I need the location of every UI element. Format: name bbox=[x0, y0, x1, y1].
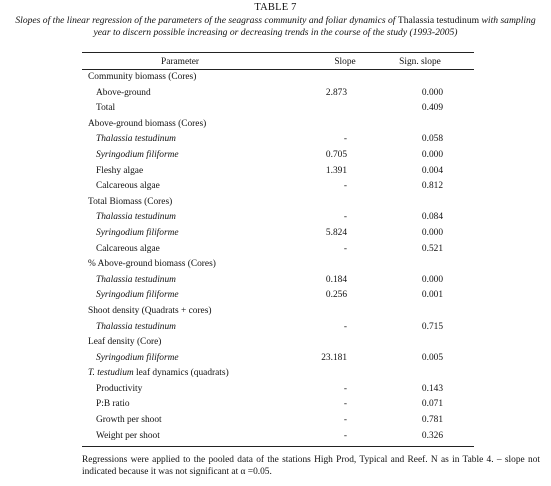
parameter-label: Total bbox=[96, 103, 116, 114]
sign-slope-cell: 0.409 bbox=[421, 103, 443, 114]
sign-slope-cell: 0.084 bbox=[421, 212, 443, 223]
table-group-row bbox=[0, 257, 551, 273]
sign-slope-cell: 0.058 bbox=[421, 134, 443, 145]
sign-slope-cell: 0.326 bbox=[421, 430, 443, 441]
parameter-label: Calcareous algae bbox=[96, 243, 160, 254]
table-row bbox=[0, 86, 551, 102]
table-group-row bbox=[0, 117, 551, 133]
sign-slope-cell: 0.143 bbox=[421, 383, 443, 394]
parameter-label: Calcareous algae bbox=[96, 181, 160, 192]
table-row bbox=[0, 210, 551, 226]
caption-text-end: with sampling year to discern possible increasing or decreasing trends in the course of the study (1993-2005) bbox=[93, 15, 536, 38]
slope-cell: - bbox=[343, 243, 347, 254]
slope-cell: 0.184 bbox=[325, 274, 347, 285]
parameter-label: Growth per shoot bbox=[96, 415, 162, 426]
slope-cell: 23.181 bbox=[321, 352, 347, 363]
table-row bbox=[0, 101, 551, 117]
parameter-label: Syringodium filiforme bbox=[96, 149, 179, 160]
table-row bbox=[0, 351, 551, 367]
table-footnote: Regressions were applied to the pooled data of the stations High Prod, Typical and Reef. N as in Table 4. – slope not indicated because it was not significant at α =0.05. bbox=[82, 455, 540, 477]
parameter-label: Fleshy algae bbox=[96, 165, 144, 176]
column-header-sign-slope: Sign. slope bbox=[399, 57, 441, 67]
slope-cell: - bbox=[343, 212, 347, 223]
table-body bbox=[0, 70, 551, 444]
slope-cell: - bbox=[343, 181, 347, 192]
table-group-row bbox=[0, 304, 551, 320]
top-rule bbox=[82, 52, 474, 53]
parameter-label: Weight per shoot bbox=[96, 430, 160, 441]
group-label: Community biomass (Cores) bbox=[88, 72, 197, 82]
slope-cell: - bbox=[343, 383, 347, 394]
parameter-label: Productivity bbox=[96, 383, 143, 394]
parameter-label: P:B ratio bbox=[96, 399, 130, 410]
table-number: TABLE 7 bbox=[254, 2, 297, 13]
table-row bbox=[0, 273, 551, 289]
table-row bbox=[0, 288, 551, 304]
sign-slope-cell: 0.000 bbox=[421, 227, 443, 238]
sign-slope-cell: 0.000 bbox=[421, 87, 443, 98]
sign-slope-cell: 0.715 bbox=[421, 321, 443, 332]
table-row bbox=[0, 413, 551, 429]
sign-slope-cell: 0.000 bbox=[421, 274, 443, 285]
slope-cell: - bbox=[343, 430, 347, 441]
sign-slope-cell: 0.521 bbox=[421, 243, 443, 254]
slope-cell: 0.705 bbox=[325, 149, 347, 160]
table-group-row bbox=[0, 335, 551, 351]
table-caption bbox=[10, 15, 541, 38]
sign-slope-cell: 0.004 bbox=[421, 165, 443, 176]
slope-cell: - bbox=[343, 415, 347, 426]
parameter-label: Thalassia testudinum bbox=[96, 212, 176, 223]
sign-slope-cell: 0.781 bbox=[421, 415, 443, 426]
table-row bbox=[0, 148, 551, 164]
sign-slope-cell: 0.005 bbox=[421, 352, 443, 363]
table-row bbox=[0, 132, 551, 148]
caption-text-start: Slopes of the linear regression of the parameters of the seagrass community and foliar dynamics of bbox=[15, 15, 398, 26]
group-label: Leaf density (Core) bbox=[88, 337, 162, 348]
table-row bbox=[0, 382, 551, 398]
sign-slope-cell: 0.812 bbox=[421, 181, 443, 192]
group-label: Above-ground biomass (Cores) bbox=[88, 118, 207, 129]
parameter-label: Syringodium filiforme bbox=[96, 227, 179, 238]
parameter-label: Syringodium filiforme bbox=[96, 352, 179, 363]
column-header-slope: Slope bbox=[334, 57, 356, 67]
table-row bbox=[0, 320, 551, 336]
sign-slope-cell: 0.001 bbox=[421, 290, 443, 301]
group-label: % Above-ground biomass (Cores) bbox=[88, 259, 216, 270]
parameter-label: Above-ground bbox=[96, 87, 151, 98]
table-row bbox=[0, 397, 551, 413]
table-row bbox=[0, 164, 551, 180]
table-row bbox=[0, 242, 551, 258]
group-label: Total Biomass (Cores) bbox=[88, 196, 173, 207]
parameter-label: Thalassia testudinum bbox=[96, 134, 176, 145]
group-label-text: leaf dynamics (quadrats) bbox=[133, 368, 229, 379]
column-header-parameter: Parameter bbox=[161, 57, 199, 67]
sign-slope-cell: 0.000 bbox=[421, 149, 443, 160]
table-row bbox=[0, 226, 551, 242]
table-row bbox=[0, 429, 551, 445]
slope-cell: - bbox=[343, 134, 347, 145]
caption-species: Thalassia testudinum bbox=[397, 15, 480, 26]
bottom-rule bbox=[82, 446, 474, 447]
table-group-row bbox=[0, 366, 551, 382]
table-group-row bbox=[0, 70, 551, 86]
parameter-label: Syringodium filiforme bbox=[96, 290, 179, 301]
slope-cell: 0.256 bbox=[325, 290, 347, 301]
slope-cell: - bbox=[343, 321, 347, 332]
slope-cell: 5.824 bbox=[325, 227, 347, 238]
table-row bbox=[0, 179, 551, 195]
slope-cell: 2.873 bbox=[325, 87, 347, 98]
parameter-label: Thalassia testudinum bbox=[96, 321, 176, 332]
sign-slope-cell: 0.071 bbox=[421, 399, 443, 410]
group-label: Shoot density (Quadrats + cores) bbox=[88, 305, 212, 316]
slope-cell: - bbox=[343, 399, 347, 410]
group-label-species: T. testudium bbox=[88, 368, 134, 379]
table-group-row bbox=[0, 195, 551, 211]
slope-cell: 1.391 bbox=[325, 165, 347, 176]
parameter-label: Thalassia testudinum bbox=[96, 274, 176, 285]
group-label bbox=[88, 366, 229, 382]
